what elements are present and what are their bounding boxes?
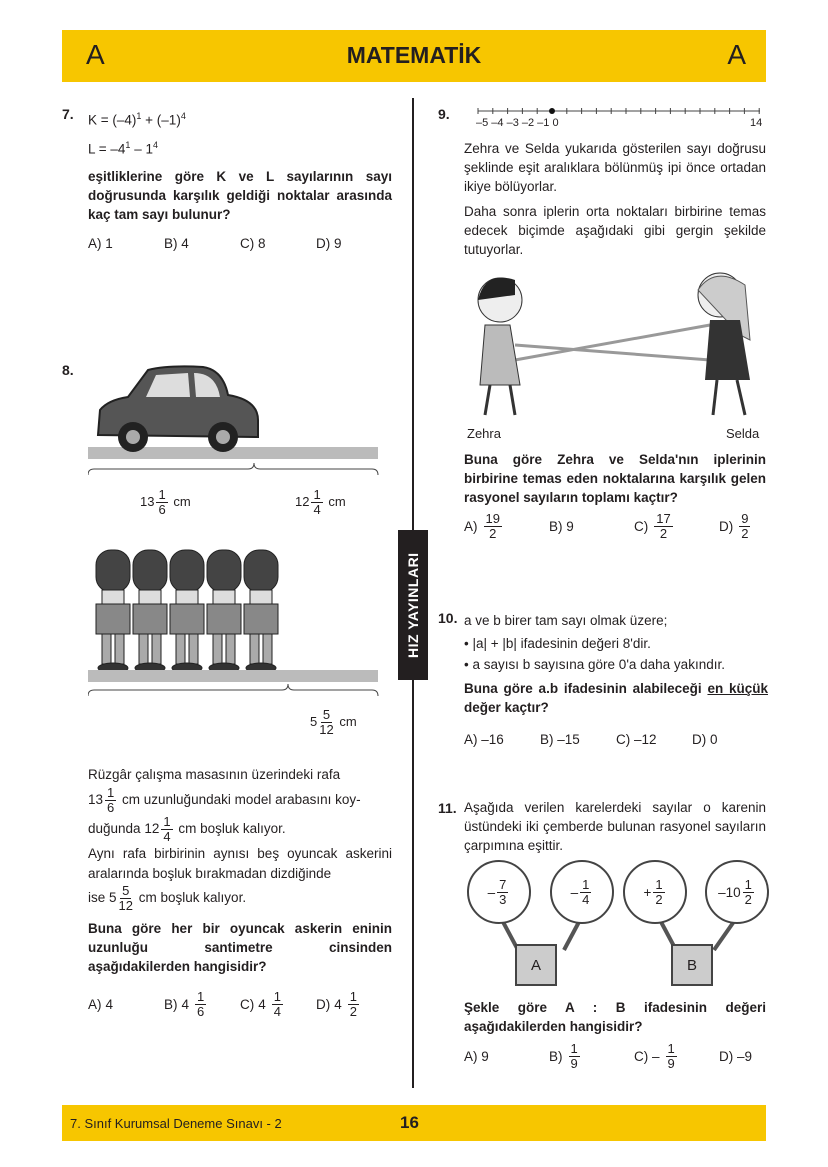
option-d[interactable]: D) –9 [719,1049,753,1064]
question-number: 9. [438,106,450,122]
bullet-2: • a sayısı b sayısına göre 0'a daha yakındır. [464,657,725,672]
circle-minus-7-3: – $\frac{7}{3}$ [467,860,531,924]
option-a[interactable]: A) 4 [88,996,114,1012]
option-c[interactable]: C) 4 $\frac{1}{4}$ [240,989,281,1019]
number-line-end-label: 14 [750,117,763,129]
circle-minus-1-4: – $\frac{1}{4}$ [550,860,614,924]
option-c[interactable]: C) $\frac{17}{2}$ [634,511,671,541]
circle-minus-10-1-2: –10 $\frac{1}{2}$ [705,860,769,924]
option-c[interactable]: C) – $\frac{1}{9}$ [634,1041,675,1071]
selda-label: Selda [726,426,760,441]
option-d[interactable]: D) 4 $\frac{1}{2}$ [316,989,357,1019]
option-a[interactable]: A) 9 [464,1049,489,1064]
question-number: 10. [438,610,458,626]
option-c[interactable]: C) 8 [240,236,266,251]
footer-bar [62,1105,766,1141]
girls-holding-rope-illustration [455,265,775,425]
option-d[interactable]: D) 9 [316,236,342,251]
option-d[interactable]: D) $\frac{9}{2}$ [719,511,749,541]
option-a[interactable]: A) $\frac{19}{2}$ [464,511,500,541]
car-length-label: 13 $\frac{1}{6}$ cm [140,487,191,517]
number-line [476,104,766,118]
option-b[interactable]: B) 9 [549,519,574,534]
page-title: MATEMATİK [346,42,482,68]
exam-name: 7. Sınıf Kurumsal Deneme Sınavı - 2 [70,1116,282,1131]
intro-text: a ve b birer tam sayı olmak üzere; [464,613,668,628]
car-on-shelf-illustration [88,365,388,480]
k-equation: $K = (-4)^1 + (-1)^4$ [88,111,186,128]
question-11-text: Aşağıda verilen karelerdeki sayılar o karenin üstündeki iki çemberde bulunan rasyonel sayıların çarpımına eşittir. [464,800,766,853]
l-equation: $L = -4^1 - 1^4$ [88,139,158,156]
soldier-gap-label: 5 $\frac{5}{12}$ cm [310,707,357,737]
page-number: 16 [400,1113,419,1132]
option-a[interactable]: A) 1 [88,236,113,251]
number-line-labels: –5 –4 –3 –2 –1 0 [476,117,559,129]
option-b[interactable]: B) 4 [164,236,189,251]
option-b[interactable]: B) –15 [540,732,580,747]
square-a: A [515,944,557,986]
option-c[interactable]: C) –12 [616,732,657,747]
option-d[interactable]: D) 0 [692,732,718,747]
publisher-logo: HIZ YAYINLARI [398,530,428,680]
option-b[interactable]: B) $\frac{1}{9}$ [549,1041,578,1071]
header-bar [62,30,766,82]
question-text: Buna göre her bir oyuncak askerin eninin uzunluğu santimetre cinsinden aşağıdakilerden hangisidir? [88,921,392,974]
question-number: 11. [438,800,457,816]
question-9-text: Zehra ve Selda yukarıda gösterilen sayı doğrusu şeklinde eşit aralıklara bölünmüş ipi önce ortadan ikiye bölüyorlar. Daha sonra iplerin orta noktaları birbirine temas edecek biçimde aşağıdaki gibi gergin şekilde tutuyorlar. [464,141,766,257]
square-b: B [671,944,713,986]
circle-plus-1-2: + $\frac{1}{2}$ [623,860,687,924]
question-number: 8. [62,362,74,378]
question-number: 7. [62,106,74,122]
option-b[interactable]: B) 4 $\frac{1}{6}$ [164,989,205,1019]
car-gap-label: 12 $\frac{1}{4}$ cm [295,487,346,517]
question-10 [438,610,768,750]
booklet-letter-right: A [727,39,746,70]
booklet-letter-left: A [86,39,105,70]
question-text: Şekle göre A : B ifadesinin değeri aşağıdakilerden hangisidir? [464,1000,766,1034]
question-text: eşitliklerine göre K ve L sayılarının sayı doğrusunda karşılık geldiği noktalar arasında kaç tam sayı bulunur? [88,169,392,222]
question-text: Buna göre a.b ifadesinin alabileceği en küçük değer kaçtır? [464,681,769,715]
question-8-text: Rüzgâr çalışma masasının üzerindeki rafa 13 $\frac{1}{6}$ cm uzunluğundaki model arabasını koy- duğunda 12 $\frac{1}{4}$ cm boşluk kalıyor. Aynı rafa birbirinin aynısı beş oyuncak askerini aralarında boşluk bırakmadan dizdiğinde ise 5 $\frac{5}{12}$ cm boşluk kalıyor. Buna göre her bir oyuncak askerin eninin uzunluğu santimetre cinsinden aşağıdakilerden hangisidir? A) 4 B) 4 $\frac{1}{6}$ C) 4 $\frac{1}{4}$ D) 4 $\frac{1}{2}$ [88,767,392,1019]
option-a[interactable]: A) –16 [464,732,504,747]
question-text: Buna göre Zehra ve Selda'nın iplerinin birbirine temas eden noktalarına karşılık gelen rasyonel sayıların toplamı kaçtır? [464,452,766,505]
bullet-1: • |a| + |b| ifadesinin değeri 8'dir. [464,636,651,651]
question-7 [62,104,392,251]
toy-soldiers-illustration [88,548,388,698]
zehra-label: Zehra [467,426,501,441]
